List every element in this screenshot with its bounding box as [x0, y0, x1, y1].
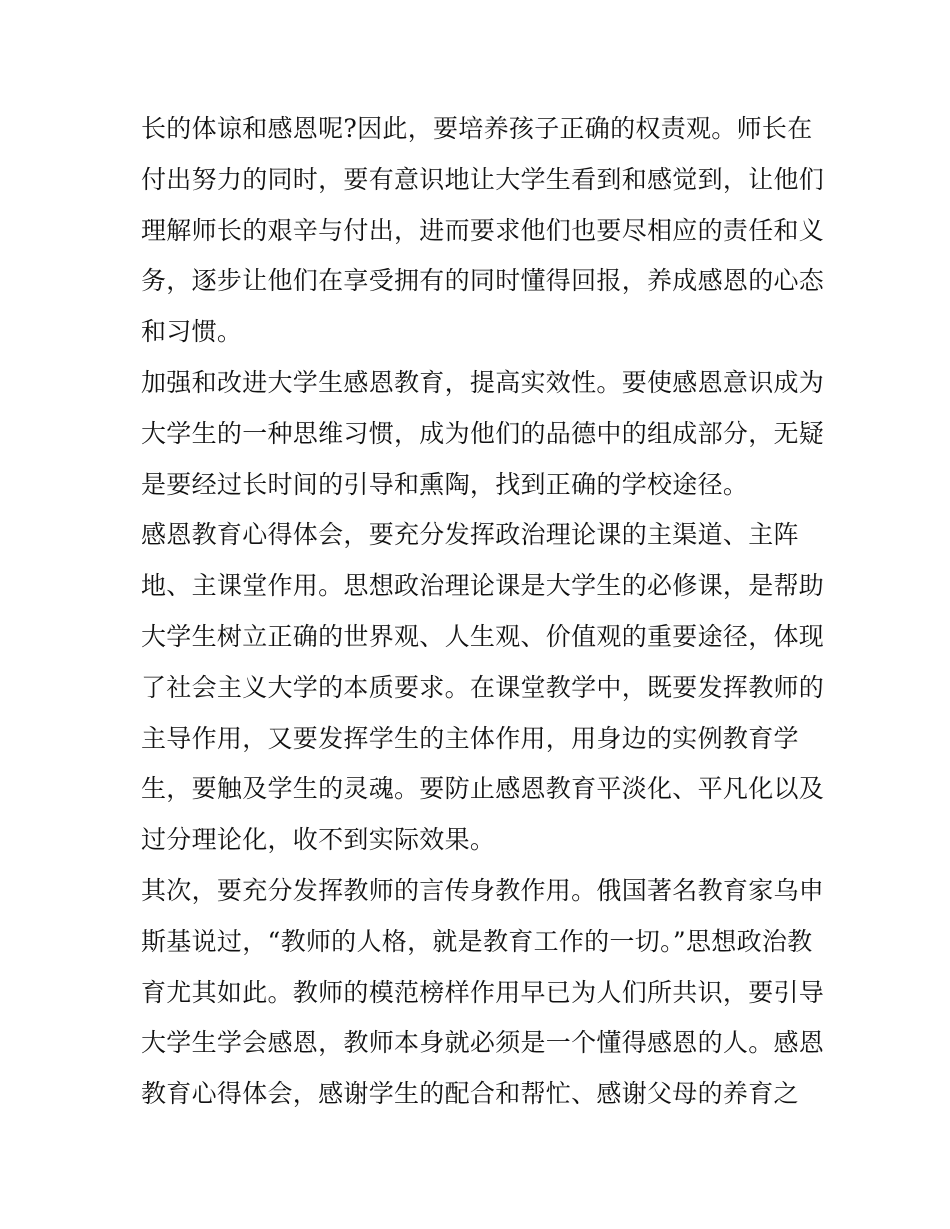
- text-line: 和习惯。: [141, 317, 243, 347]
- text-line: 长的体谅和感恩呢?因此，要培养孩子正确的权责观。师长在: [141, 114, 813, 143]
- text-line: 加强和改进大学生感恩教育，提高实效性。要使感恩意识成为: [141, 367, 825, 397]
- text-line: 是要经过长时间的引导和熏陶，找到正确的学校途径。: [141, 469, 749, 499]
- text-line: 大学生的一种思维习惯，成为他们的品德中的组成部分，无疑: [141, 418, 825, 448]
- text-line: 了社会主义大学的本质要求。在课堂教学中，既要发挥教师的: [141, 672, 825, 702]
- text-line: 生，要触及学生的灵魂。要防止感恩教育平淡化、平凡化以及: [141, 774, 825, 804]
- paragraph-1: [141, 104, 825, 358]
- text-line: 大学生学会感恩，教师本身就必须是一个懂得感恩的人。感恩: [141, 1028, 825, 1058]
- body-text: [141, 104, 825, 1120]
- text-line: 理解师长的艰辛与付出，进而要求他们也要尽相应的责任和义: [141, 215, 825, 245]
- text-line: 斯基说过，“教师的人格，就是教育工作的一切。”思想政治教: [141, 926, 813, 956]
- paragraph-2: [141, 358, 825, 510]
- text-line: 过分理论化，收不到实际效果。: [141, 825, 496, 855]
- text-line: 其次，要充分发挥教师的言传身教作用。俄国著名教育家乌申: [141, 875, 825, 905]
- text-line: 大学生树立正确的世界观、人生观、价值观的重要途径，体现: [141, 621, 825, 651]
- text-line: 付出努力的同时，要有意识地让大学生看到和感觉到，让他们: [141, 164, 825, 194]
- text-line: 务，逐步让他们在享受拥有的同时懂得回报，养成感恩的心态: [141, 266, 825, 296]
- text-line: 地、主课堂作用。思想政治理论课是大学生的必修课，是帮助: [141, 571, 825, 601]
- text-line: 主导作用，又要发挥学生的主体作用，用身边的实例教育学: [141, 723, 799, 753]
- paragraph-3: [141, 510, 825, 866]
- paragraph-4: [141, 866, 825, 1120]
- text-line: 教育心得体会，感谢学生的配合和帮忙、感谢父母的养育之: [141, 1079, 799, 1109]
- text-line: 感恩教育心得体会，要充分发挥政治理论课的主渠道、主阵: [141, 520, 799, 550]
- text-line: 育尤其如此。教师的模范榜样作用早已为人们所共识，要引导: [141, 977, 825, 1007]
